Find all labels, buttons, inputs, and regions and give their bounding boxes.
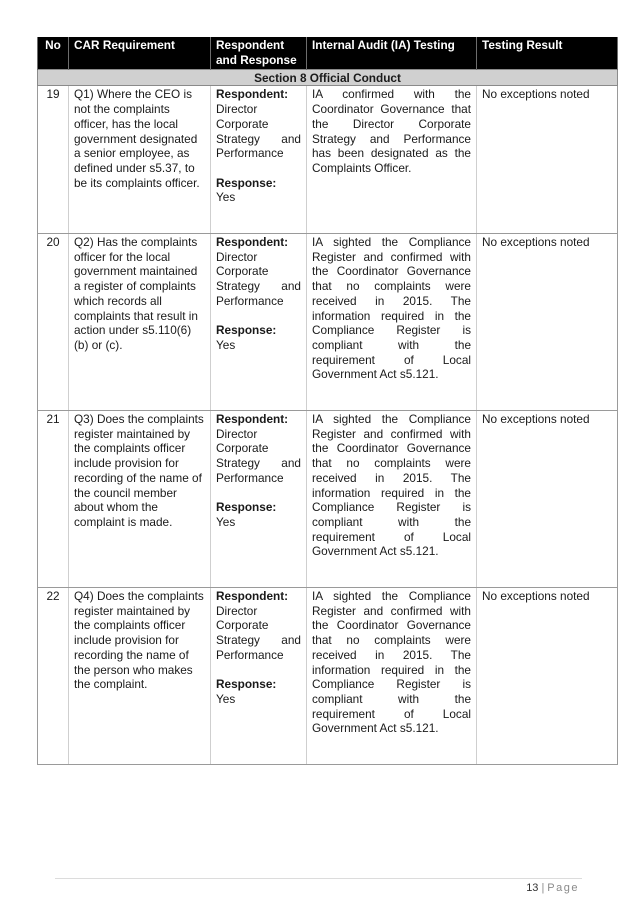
car-requirement-text: Q3) Does the complaints register maintained by the complaints officer include provision for recording of the name of the council member about whom the complaint is made. [69,411,211,588]
row-number: 22 [38,588,69,765]
respondent-value: Director Corporate Strategy and Performance [216,249,301,308]
header-testing-result: Testing Result [477,37,618,70]
table-row [38,86,618,234]
row-number: 20 [38,234,69,411]
car-requirement-text: Q2) Has the complaints officer for the local government maintained a register of complaints which records all complaints that result in action under s5.110(6)(b) or (c). [69,234,211,411]
footer-separator: | [541,882,545,894]
respondent-label: Respondent: [216,412,289,427]
respondent-response-cell [211,411,307,588]
section-row [38,70,618,86]
footer-divider [55,878,582,879]
response-label: Response: [216,677,277,692]
header-ia-testing: Internal Audit (IA) Testing [307,37,477,70]
response-value: Yes [216,337,236,352]
respondent-response-cell [211,234,307,411]
table-row [38,234,618,411]
page-footer [526,882,579,894]
row-number: 21 [38,411,69,588]
response-value: Yes [216,514,236,529]
testing-result-text: No exceptions noted [477,86,618,234]
car-requirement-text: Q1) Where the CEO is not the complaints officer, has the local government designated a senior employee, as defined under s5.37, to be its complaints officer. [69,86,211,234]
table-row [38,411,618,588]
row-number: 19 [38,86,69,234]
ia-testing-text: IA sighted the Compliance Register and confirmed with the Coordinator Governance that no complaints were received in 2015. The information required in the Compliance Register is compliant with the requirement of Local Government Act s5.121. [307,411,477,588]
respondent-value: Director Corporate Strategy and Performance [216,102,301,161]
ia-testing-text: IA sighted the Compliance Register and confirmed with the Coordinator Governance that no complaints were received in 2015. The information required in the Compliance Register is compliant with the requirement of Local Government Act s5.121. [307,234,477,411]
testing-result-text: No exceptions noted [477,234,618,411]
page-label: Page [547,882,579,894]
respondent-response-cell [211,86,307,234]
respondent-value: Director Corporate Strategy and Performance [216,426,301,485]
response-label: Response: [216,500,277,515]
page-number: 13 [526,882,539,894]
section-title: Section 8 Official Conduct [38,70,618,86]
ia-testing-text: IA sighted the Compliance Register and confirmed with the Coordinator Governance that no complaints were received in 2015. The information required in the Compliance Register is compliant with the requirement of Local Government Act s5.121. [307,588,477,765]
respondent-label: Respondent: [216,87,289,102]
respondent-response-cell [211,588,307,765]
response-value: Yes [216,190,236,205]
header-respondent-response: Respondent and Response [211,37,307,70]
response-value: Yes [216,691,236,706]
car-audit-table [37,37,618,765]
response-label: Response: [216,323,277,338]
table-row [38,588,618,765]
testing-result-text: No exceptions noted [477,588,618,765]
respondent-label: Respondent: [216,589,289,604]
car-requirement-text: Q4) Does the complaints register maintained by the complaints officer include provision for recording the name of the person who makes the complaint. [69,588,211,765]
respondent-value: Director Corporate Strategy and Performance [216,603,301,662]
ia-testing-text: IA confirmed with the Coordinator Governance that the Director Corporate Strategy and Performance has been designated as the Complaints Officer. [307,86,477,234]
table-header-row [38,37,618,70]
header-no: No [38,37,69,70]
response-label: Response: [216,175,277,190]
respondent-label: Respondent: [216,235,289,250]
header-car-requirement: CAR Requirement [69,37,211,70]
testing-result-text: No exceptions noted [477,411,618,588]
